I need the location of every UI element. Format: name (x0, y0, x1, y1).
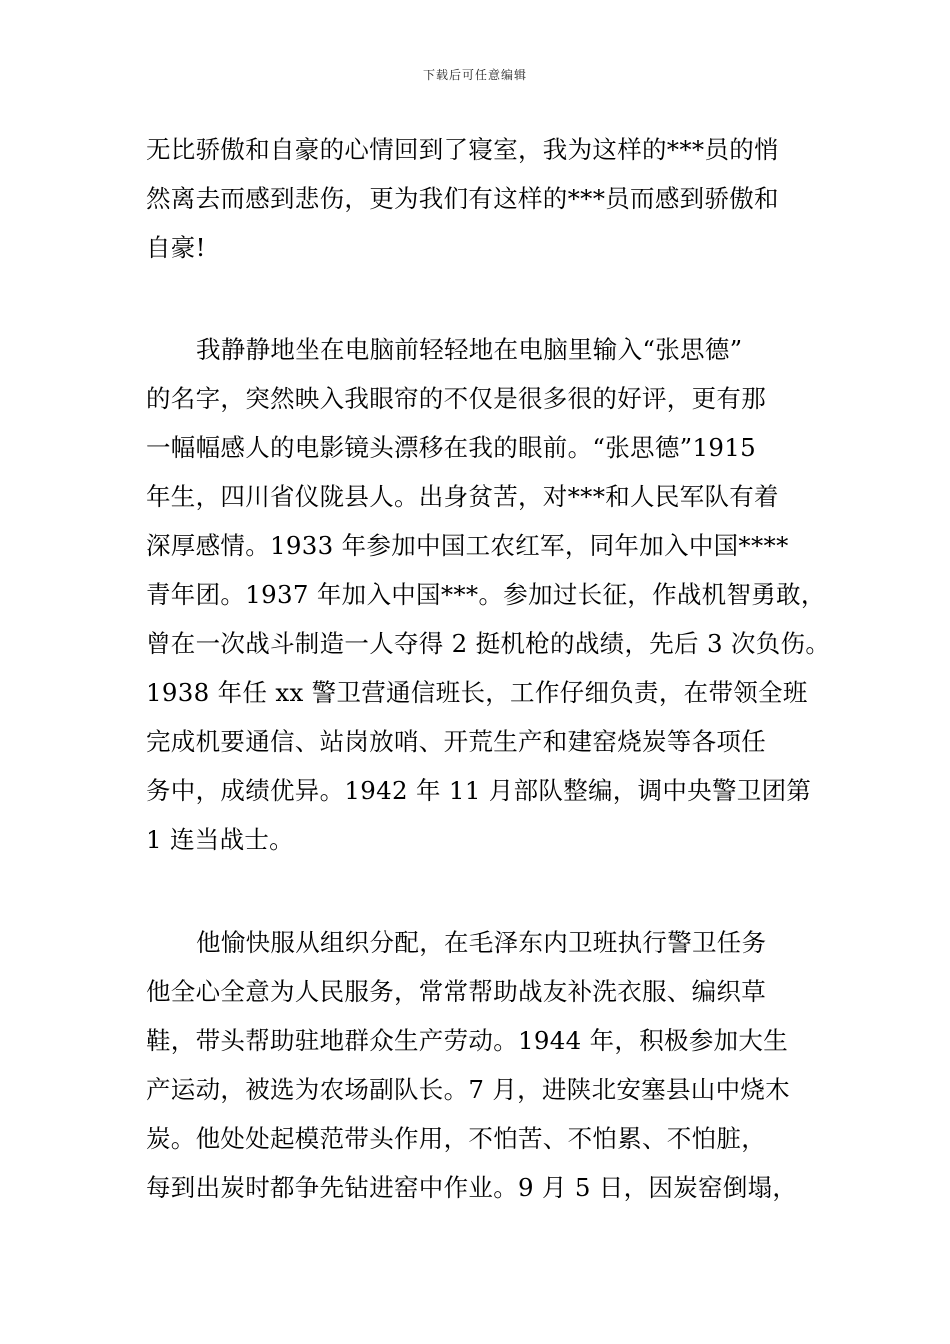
page-header: 下载后可任意编辑 (422, 68, 527, 82)
text-line: 的名字，突然映入我眼帘的不仅是很多很的好评，更有那 (146, 384, 766, 413)
text-line: 曾在一次战斗制造一人夺得 2 挺机枪的战绩，先后 3 次负伤。 (146, 629, 831, 658)
text-line: 完成机要通信、站岗放哨、开荒生产和建窑烧炭等各项任 (146, 727, 766, 756)
text-line: 青年团。1937 年加入中国***。参加过长征，作战机智勇敢， (146, 580, 826, 609)
text-line: 鞋，带头帮助驻地群众生产劳动。1944 年，积极参加大生 (146, 1026, 789, 1055)
text-line: 1 连当战士。 (146, 825, 294, 854)
text-line: 然离去而感到悲伤，更为我们有这样的***员而感到骄傲和 (146, 184, 779, 213)
text-line: 务中，成绩优异。1942 年 11 月部队整编，调中央警卫团第 (146, 776, 812, 805)
text-line: 他愉快服从组织分配，在毛泽东内卫班执行警卫任务 (196, 928, 767, 957)
text-line: 1938 年任 xx 警卫营通信班长，工作仔细负责，在带领全班 (146, 678, 808, 707)
text-line: 炭。他处处起模范带头作用，不怕苦、不怕累、不怕脏， (146, 1124, 766, 1153)
text-line: 每到出炭时都争先钻进窑中作业。9 月 5 日，因炭窑倒塌， (146, 1173, 798, 1202)
text-line: 深厚感情。1933 年参加中国工农红军，同年加入中国**** (146, 531, 789, 560)
text-line: 自豪! (146, 233, 206, 262)
text-line: 无比骄傲和自豪的心情回到了寝室，我为这样的***员的悄 (146, 135, 779, 164)
text-line: 年生，四川省仪陇县人。出身贫苦，对***和人民军队有着 (146, 482, 779, 511)
text-line: 他全心全意为人民服务，常常帮助战友补洗衣服、编织草 (146, 977, 766, 1006)
text-line: 我静静地坐在电脑前轻轻地在电脑里输入“张思德” (196, 335, 743, 364)
text-line: 一幅幅感人的电影镜头漂移在我的眼前。“张思德”1915 (146, 433, 756, 462)
text-line: 产运动，被选为农场副队长。7 月，进陕北安塞县山中烧木 (146, 1075, 790, 1104)
